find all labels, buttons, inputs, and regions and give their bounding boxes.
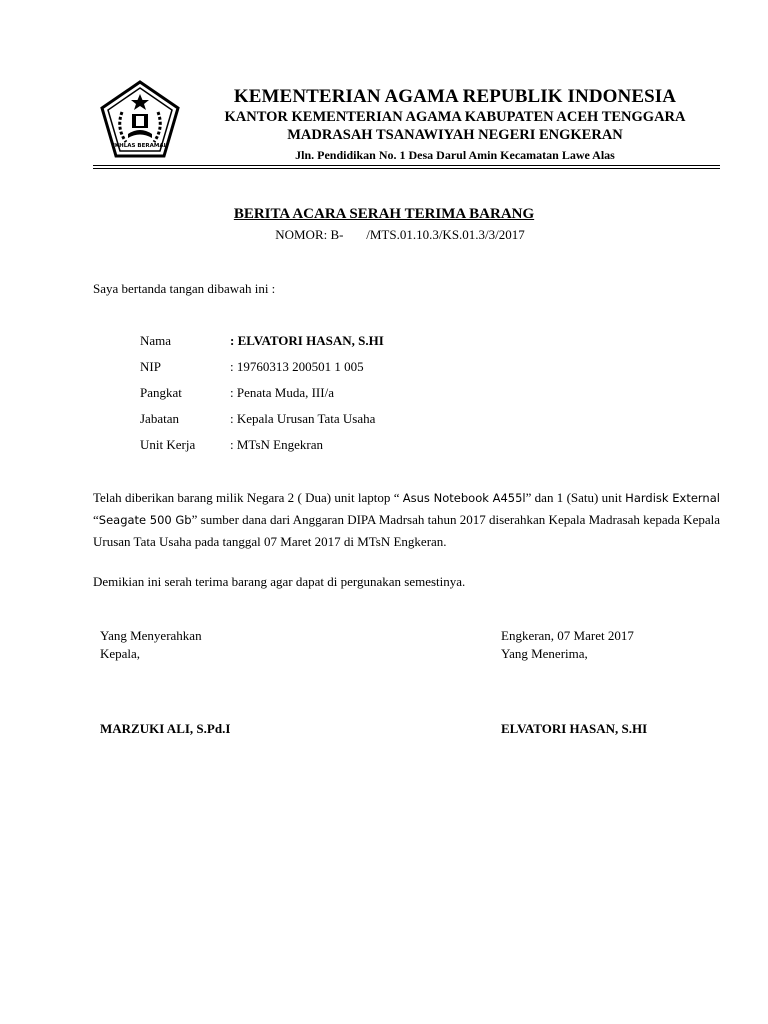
label-nip: NIP xyxy=(140,359,161,374)
label-pangkat: Pangkat xyxy=(140,385,182,400)
document-number: NOMOR: B- /MTS.01.10.3/KS.01.3/3/2017 xyxy=(275,227,525,242)
value-pangkat: : Penata Muda, III/a xyxy=(230,385,334,400)
signing-place-date: Engkeran, 07 Maret 2017 xyxy=(501,628,634,643)
header-rule-secondary xyxy=(93,168,720,169)
header-rule xyxy=(93,165,720,166)
label-jabatan: Jabatan xyxy=(140,411,179,426)
star-icon xyxy=(131,94,149,110)
value-nip: : 19760313 200501 1 005 xyxy=(230,359,364,374)
left-signer-name: MARZUKI ALI, S.Pd.I xyxy=(100,721,231,736)
label-unit-kerja: Unit Kerja xyxy=(140,437,196,452)
ministry-logo xyxy=(96,76,184,164)
left-signer-role: Yang Menyerahkan xyxy=(100,628,202,643)
header-ministry: KEMENTERIAN AGAMA REPUBLIK INDONESIA xyxy=(233,86,677,107)
value-jabatan: : Kepala Urusan Tata Usaha xyxy=(230,411,376,426)
value-unit-kerja: : MTsN Engekran xyxy=(230,437,323,452)
label-nama: Nama xyxy=(140,333,172,348)
right-signer-name: ELVATORI HASAN, S.HI xyxy=(501,721,648,736)
right-signer-role: Yang Menerima, xyxy=(501,646,588,661)
logo-motto: IKHLAS BERAMAL xyxy=(112,143,168,149)
value-nama: : ELVATORI HASAN, S.HI xyxy=(230,333,384,348)
header-address: Jln. Pendidikan No. 1 Desa Darul Amin Kecamatan Lawe Alas xyxy=(295,148,615,162)
closing-paragraph: Demikian ini serah terima barang agar dapat di pergunakan semestinya. xyxy=(93,574,466,589)
document-title: BERITA ACARA SERAH TERIMA BARANG xyxy=(233,206,535,222)
intro-text: Saya bertanda tangan dibawah ini : xyxy=(93,281,276,296)
header-office: KANTOR KEMENTERIAN AGAMA KABUPATEN ACEH TENGGARA xyxy=(224,109,686,125)
left-signer-title: Kepala, xyxy=(100,646,141,661)
body-paragraph: Telah diberikan barang milik Negara 2 ( Dua) unit laptop “ Asus Notebook A455l” dan 1 (Satu) unit Hardisk External “Seagate 500 Gb” sumber dana dari Anggaran DIPA Madrsah tahun 2017 diserahkan Kepala Madrasah kepada Kepala Urusan Tata Usaha pada tanggal 07 Maret 2017 di MTsN Engkeran. xyxy=(93,490,720,549)
header-school: MADRASAH TSANAWIYAH NEGERI ENGKERAN xyxy=(287,127,623,143)
